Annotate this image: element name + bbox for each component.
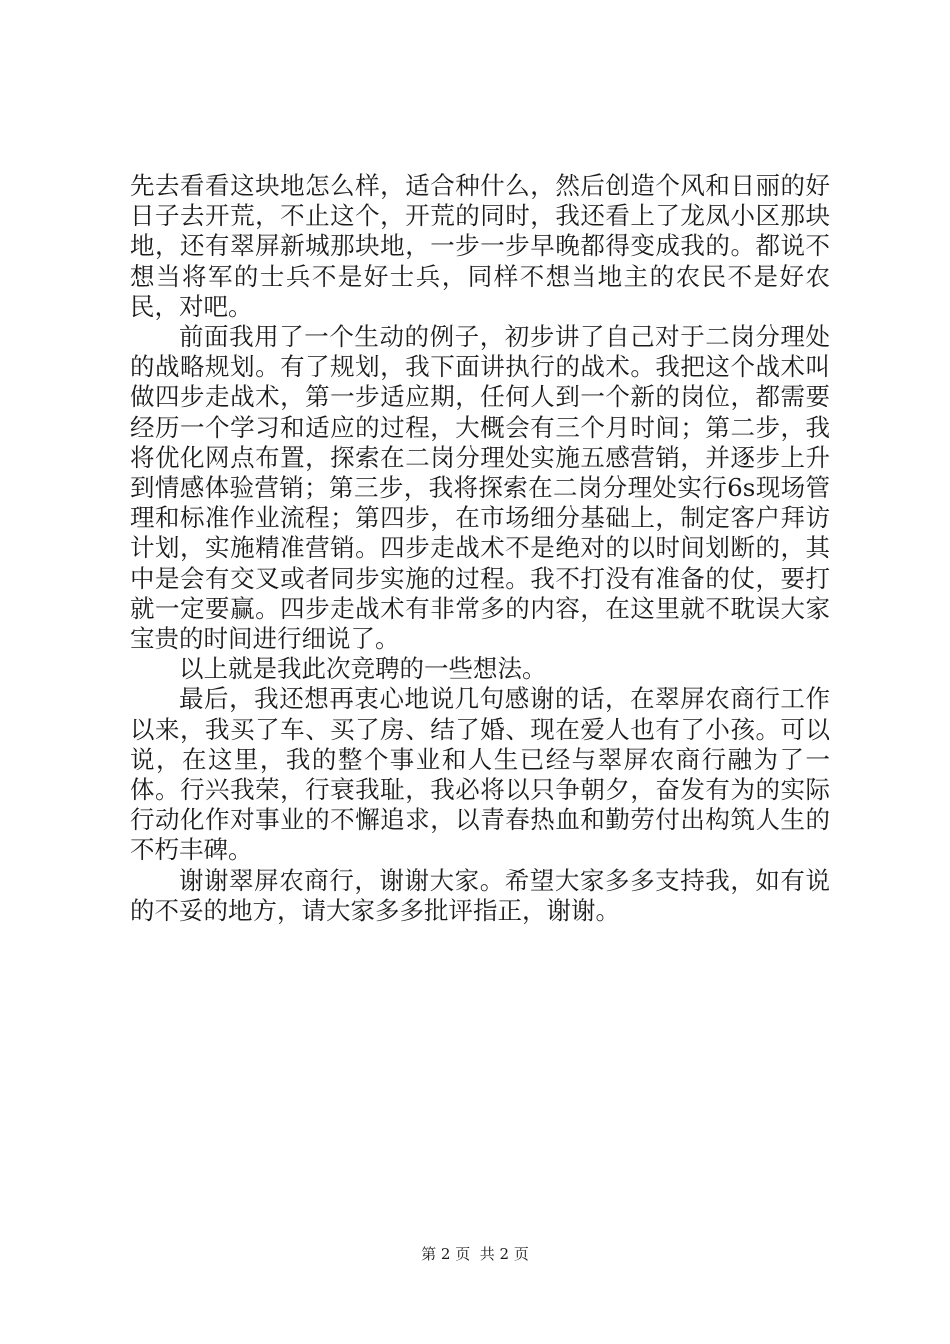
document-body (130, 171, 830, 926)
paragraph-1: 先去看看这块地怎么样，适合种什么，然后创造个风和日丽的好日子去开荒，不止这个，开荒的同时，我还看上了龙凤小区那块地，还有翠屏新城那块地，一步一步早晚都得变成我的。都说不想当将军的士兵不是好士兵，同样不想当地主的农民不是好农民，对吧。 (130, 171, 830, 321)
paragraph-4: 最后，我还想再衷心地说几句感谢的话，在翠屏农商行工作以来，我买了车、买了房、结了婚、现在爱人也有了小孩。可以说，在这里，我的整个事业和人生已经与翠屏农商行融为了一体。行兴我荣，行衰我耻，我必将以只争朝夕，奋发有为的实际行动化作对事业的不懈追求，以青春热血和勤劳付出构筑人生的不朽丰碑。 (130, 684, 830, 865)
paragraph-3: 以上就是我此次竞聘的一些想法。 (179, 654, 547, 684)
paragraph-2: 前面我用了一个生动的例子，初步讲了自己对于二岗分理处的战略规划。有了规划，我下面讲执行的战术。我把这个战术叫做四步走战术，第一步适应期，任何人到一个新的岗位，都需要经历一个学习和适应的过程，大概会有三个月时间；第二步，我将优化网点布置，探索在二岗分理处实施五感营销，并逐步上升到情感体验营销；第三步，我将探索在二岗分理处实行6s现场管理和标准作业流程；第四步，在市场细分基础上，制定客户拜访计划，实施精准营销。四步走战术不是绝对的以时间划断的，其中是会有交叉或者同步实施的过程。我不打没有准备的仗，要打就一定要赢。四步走战术有非常多的内容，在这里就不耽误大家宝贵的时间进行细说了。 (130, 322, 830, 654)
paragraph-5: 谢谢翠屏农商行，谢谢大家。希望大家多多支持我，如有说的不妥的地方，请大家多多批评指正，谢谢。 (130, 865, 830, 925)
page-number-footer: 第 2 页 共 2 页 (421, 1245, 529, 1263)
